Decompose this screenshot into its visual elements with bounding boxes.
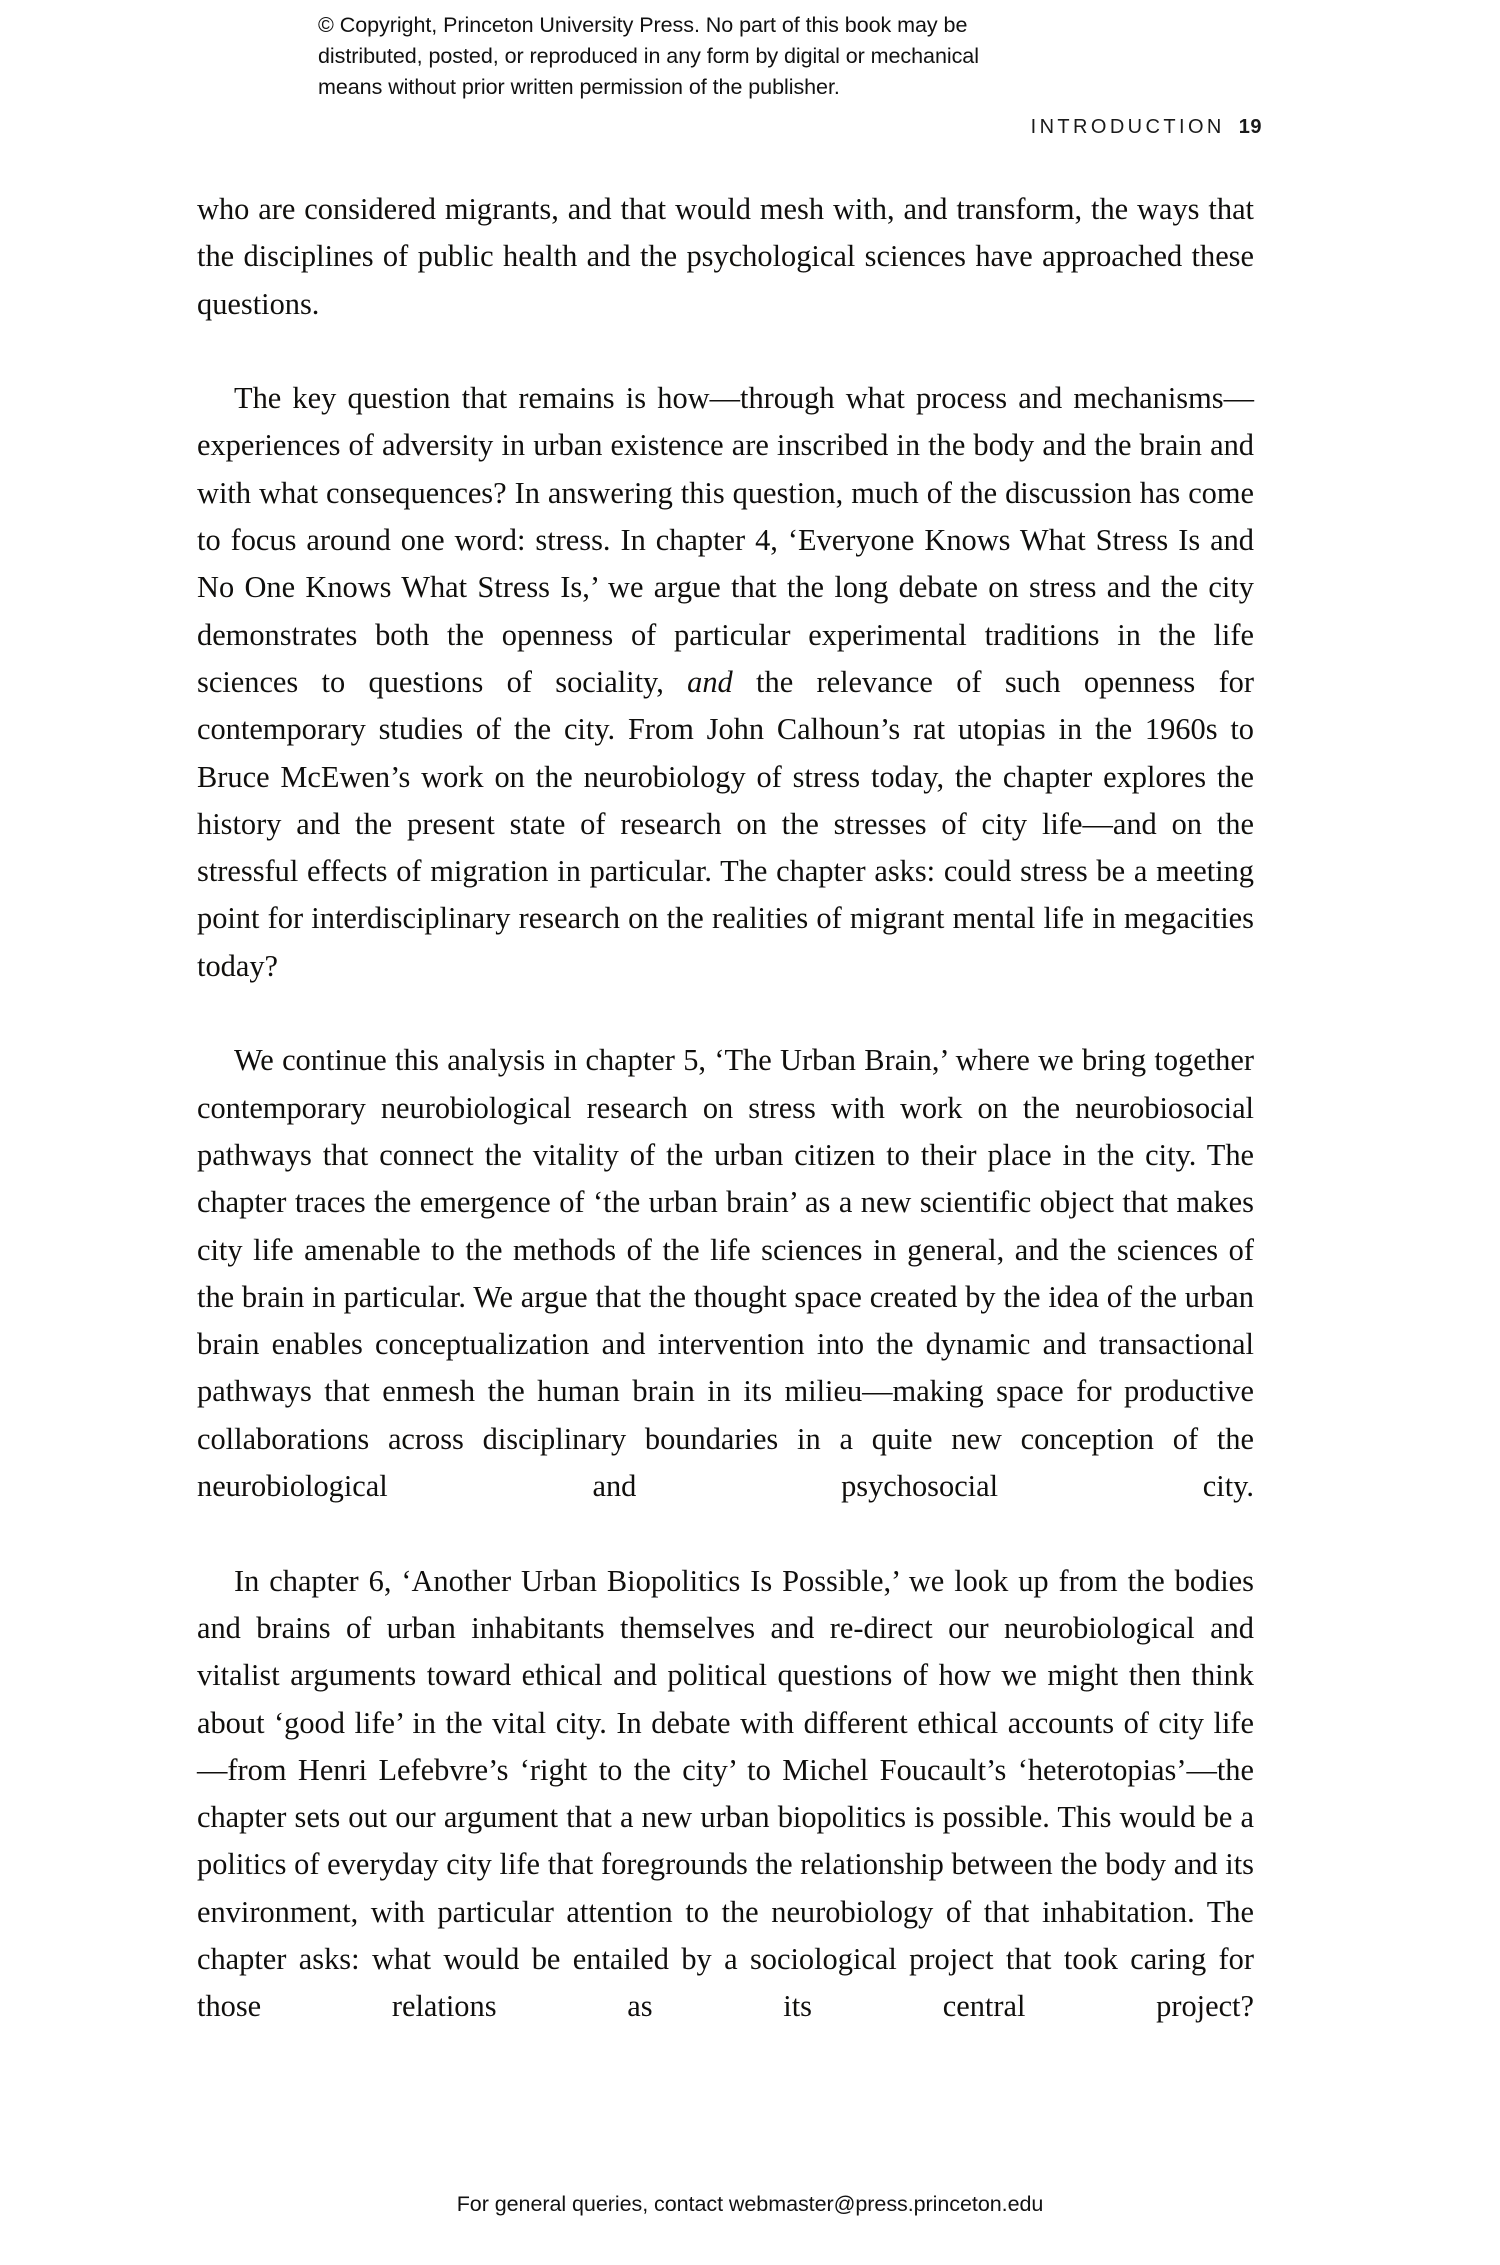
page-number: 19 <box>1238 116 1262 138</box>
copyright-line-1: © Copyright, Princeton University Press. No part of this book may be <box>318 13 968 37</box>
copyright-notice <box>318 10 1178 103</box>
paragraph-urban-biopolitics: In chapter 6, ‘Another Urban Biopolitics Is Possible,’ we look up from the bodies and brains of urban inhabitants themselves and re-direct our neurobiological and vitalist arguments toward ethical and political questions of how we might then think about ‘good life’ in the vital city. In debate with different ethical accounts of city life—from Henri Lefebvre’s ‘right to the city’ to Michel Foucault’s ‘heterotopias’—the chapter sets out our argument that a new urban biopolitics is possible. This would be a politics of everyday city life that foregrounds the relationship between the body and its environment, with particular attention to the neurobiology of that inhabitation. The chapter asks: what would be entailed by a sociological project that took caring for those relations as its central project? <box>197 1563 1254 2024</box>
paragraph-2-segment-2: the relevance of such openness for contemporary studies of the city. From John Calhoun’s rat utopias in the 1960s to Bruce McEwen’s work on the neurobiology of stress today, the chapter explores the history and the present state of research on the stresses of city life—and on the stressful effects of migration in particular. The chapter asks: could stress be a meeting point for interdisciplinary research on the realities of migrant mental life in megacities today? <box>197 664 1255 983</box>
paragraph-2-segment-1: The key question that remains is how—through what process and mechanisms—experiences of adversity in urban existence are inscribed in the body and the brain and with what consequences? In answering this question, much of the discussion has come to focus around one word: stress. In chapter 4, ‘Everyone Knows What Stress Is and No One Knows What Stress Is,’ we argue that the long debate on stress and the city demonstrates both the openness of particular experimental traditions in the life sciences to questions of sociality, <box>197 381 1254 699</box>
copyright-line-2: distributed, posted, or reproduced in any form by digital or mechanical <box>318 44 979 68</box>
copyright-line-3: means without prior written permission of the publisher. <box>318 75 840 99</box>
paragraph-urban-brain: We continue this analysis in chapter 5, ‘The Urban Brain,’ where we bring together contemporary neurobiological research on stress with work on the neurobiosocial pathways that connect the vitality of the urban citizen to their place in the city. The chapter traces the emergence of ‘the urban brain’ as a new scientific object that makes city life amenable to the methods of the life sciences in general, and the sciences of the brain in particular. We argue that the thought space created by the idea of the urban brain enables conceptualization and intervention into the dynamic and transactional pathways that enmesh the human brain in its milieu—making space for productive collaborations across disciplinary boundaries in a quite new conception of the neurobiological and psychosocial city. <box>197 1043 1254 1504</box>
running-head-chapter-title: INTRODUCTION <box>1030 116 1225 138</box>
footer-contact-note: For general queries, contact webmaster@press.princeton.edu <box>456 2192 1044 2216</box>
paragraph-2-emphasis: and <box>687 664 733 699</box>
body-text-column <box>197 186 1254 2078</box>
paragraph-continuation: who are considered migrants, and that would mesh with, and transform, the ways that the disciplines of public health and the psychological sciences have approached these questions. <box>197 192 1254 321</box>
running-head <box>1031 116 1262 139</box>
paragraph-key-question <box>197 375 1254 1037</box>
